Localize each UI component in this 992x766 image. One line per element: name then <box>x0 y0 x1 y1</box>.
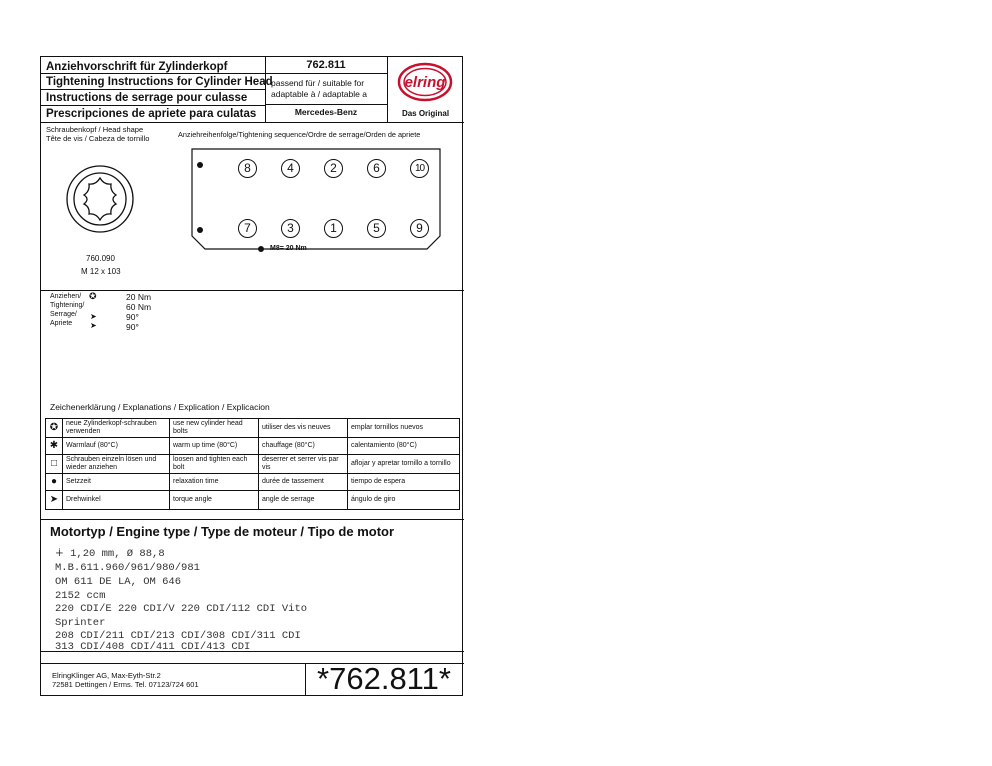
bolt-number: 760.090 <box>86 254 115 263</box>
torx-bolt-head-icon <box>65 164 135 234</box>
bolt-position-1: 1 <box>324 219 343 238</box>
tightening-label-fr: Serrage/ <box>50 311 77 318</box>
bolt-position-9: 9 <box>410 219 429 238</box>
m8-note: M8= 20 Nm <box>270 245 307 252</box>
engine-line: 2152 ccm <box>55 590 106 602</box>
instruction-sheet <box>40 56 463 696</box>
bolt-size: M 12 x 103 <box>81 267 121 276</box>
step-3-value: 90° <box>126 312 139 322</box>
legend-heading: Zeichenerklärung / Explanations / Explication / Explicacion <box>50 402 270 412</box>
angle-arrow-icon: ➤ <box>90 312 97 321</box>
bolt-position-7: 7 <box>238 219 257 238</box>
bolt-position-3: 3 <box>281 219 300 238</box>
engine-line: 208 CDI/211 CDI/213 CDI/308 CDI/311 CDI <box>55 630 301 642</box>
tightening-label-es: Apriete <box>50 320 73 327</box>
legend-row: ● Setzzeit relaxation time durée de tassement tiempo de espera <box>46 474 460 491</box>
angle-arrow-icon: ➤ <box>90 321 97 330</box>
big-part-number: *762.811* <box>317 661 451 696</box>
tightening-label-en: Tightening/ <box>50 302 85 309</box>
bolt-position-4: 4 <box>281 159 300 178</box>
new-bolt-icon: ✪ <box>46 419 63 438</box>
elring-logo <box>397 62 453 102</box>
asterisk-icon: ✱ <box>46 438 63 455</box>
bolt-position-10: 10 <box>410 159 429 178</box>
legend-row: □ Schrauben einzeln lösen und wieder anziehen loosen and tighten each bolt deserrer et serrer vis par vis aflojar y apretar tornillo a tornillo <box>46 455 460 474</box>
engine-line: M.B.611.960/961/980/981 <box>55 562 200 574</box>
suitable-line-1: passend für / suitable for <box>271 78 365 88</box>
bolt-position-5: 5 <box>367 219 386 238</box>
step-2-value: 60 Nm <box>126 302 152 312</box>
head-shape-label-1: Schraubenkopf / Head shape <box>46 125 144 134</box>
angle-arrow-icon: ➤ <box>46 491 63 510</box>
legend-row: ✪ neue Zylinderkopf-schrauben verwenden use new cylinder head bolts utiliser des vis neuves emplar tornillos nuevos <box>46 419 460 438</box>
m8-dot-icon <box>258 246 264 252</box>
engine-line: 220 CDI/E 220 CDI/V 220 CDI/112 CDI Vito <box>55 603 308 615</box>
company-name: ElringKlinger AG, Max-Eyth-Str.2 <box>52 671 161 680</box>
part-number: 762.811 <box>306 59 346 71</box>
logo-wordmark: elring <box>404 74 446 91</box>
engine-heading: Motortyp / Engine type / Type de moteur / Tipo de motor <box>50 524 395 539</box>
make-label: Mercedes-Benz <box>294 107 358 117</box>
title-fr: Instructions de serrage pour culasse <box>46 92 248 104</box>
bolt-position-8: 8 <box>238 159 257 178</box>
head-shape-label-2: Tête de vis / Cabeza de tornillo <box>46 134 150 143</box>
tightening-label-de: Anziehen/ <box>50 293 82 300</box>
bolt-position-6: 6 <box>367 159 386 178</box>
title-es: Prescripciones de apriete para culatas <box>46 108 257 120</box>
engine-line: ∔ 1,20 mm, Ø 88,8 <box>55 548 165 560</box>
step-4-value: 90° <box>126 322 139 332</box>
brand-tagline: Das Original <box>401 109 450 118</box>
new-bolt-icon: ✪ <box>89 291 97 301</box>
bolt-position-2: 2 <box>324 159 343 178</box>
sequence-label: Anziehreihenfolge/Tightening sequence/Ordre de serrage/Orden de apriete <box>178 130 421 139</box>
title-de: Anziehvorschrift für Zylinderkopf <box>46 61 228 73</box>
dowel-dot <box>197 227 203 233</box>
title-en: Tightening Instructions for Cylinder Head <box>46 76 273 88</box>
square-icon: □ <box>46 455 63 474</box>
engine-line: 313 CDI/408 CDI/411 CDI/413 CDI <box>55 641 251 653</box>
engine-line: OM 611 DE LA, OM 646 <box>55 576 182 588</box>
legend-row: ➤ Drehwinkel torque angle angle de serrage ángulo de giro <box>46 491 460 510</box>
filled-dot-icon: ● <box>46 474 63 491</box>
legend-row: ✱ Warmlauf (80°C) warm up time (80°C) chauffage (80°C) calentamiento (80°C) <box>46 438 460 455</box>
step-1-value: 20 Nm <box>126 292 152 302</box>
company-address: 72581 Dettingen / Erms. Tel. 07123/724 601 <box>52 680 199 689</box>
legend-table <box>45 418 460 510</box>
cylinder-head-outline <box>191 148 441 250</box>
engine-line: Sprinter <box>55 617 106 629</box>
suitable-line-2: adaptable à / adaptable a <box>271 89 367 99</box>
dowel-dot <box>197 162 203 168</box>
